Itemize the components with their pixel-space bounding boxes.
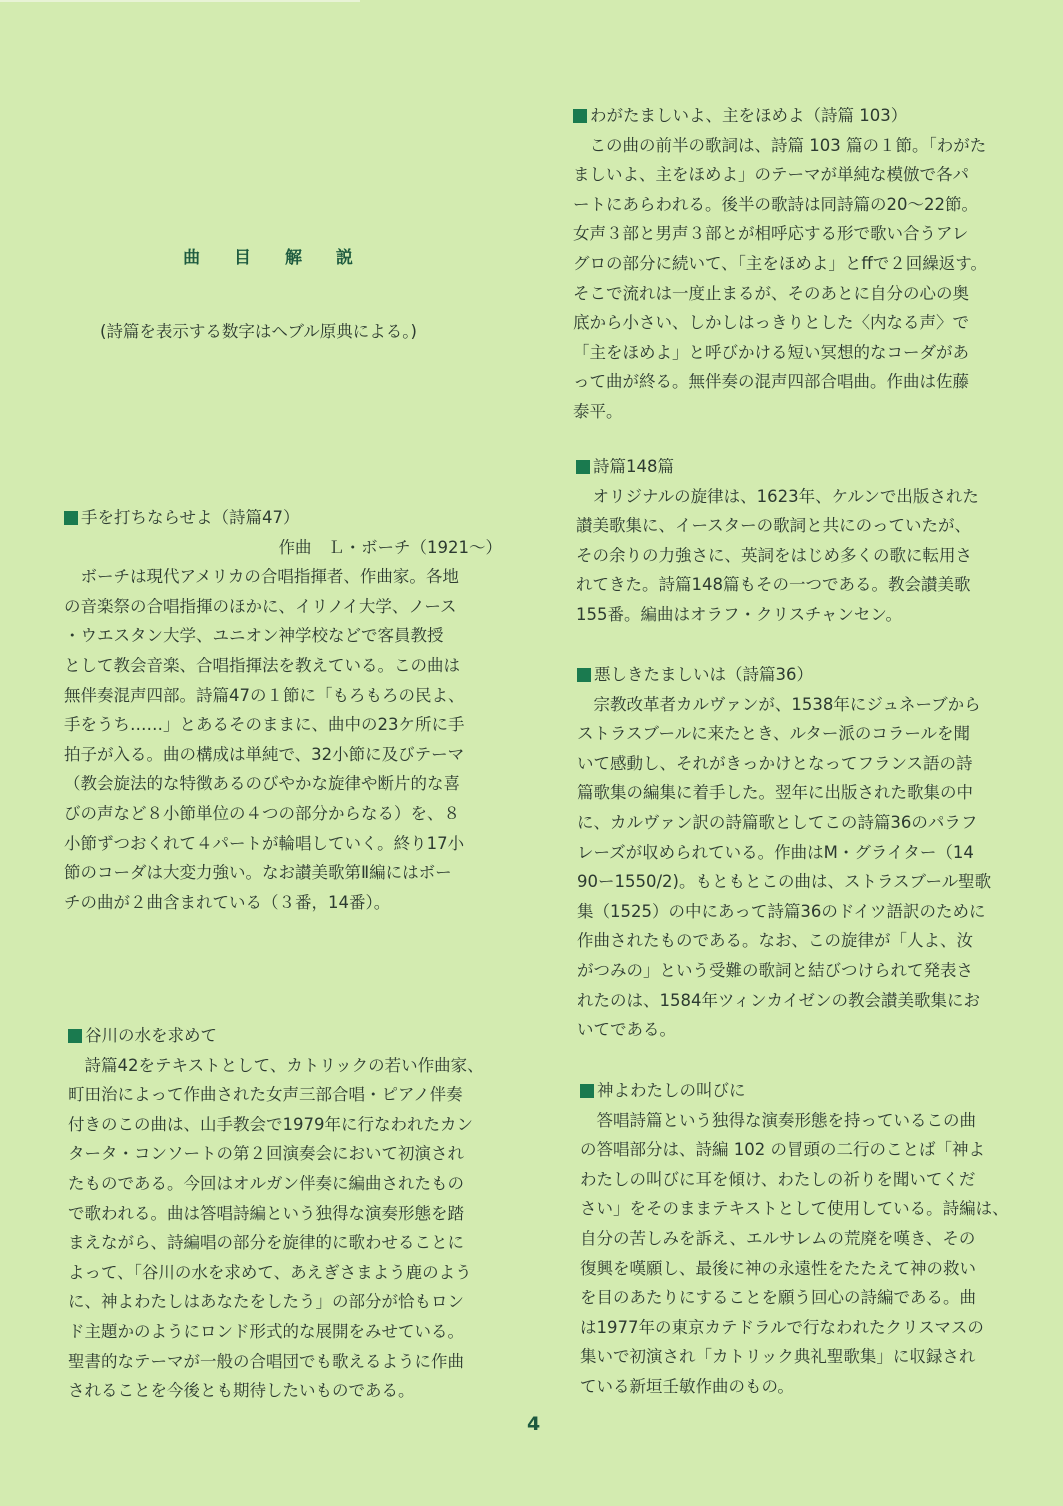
body-line: で歌われる。曲は答唱詩編という独得な演奏形態を踏 — [68, 1203, 464, 1223]
body-line: びの声など８小節単位の４つの部分からなる）を、８ — [64, 803, 460, 823]
body-line: 泰平。 — [573, 401, 623, 421]
body-line: の音楽祭の合唱指揮のほかに、イリノイ大学、ノース — [64, 596, 457, 616]
section-heading — [573, 101, 1023, 131]
body-line: 155番。編曲はオラフ・クリスチャンセン。 — [576, 604, 903, 624]
page-title: 曲 目 解 説 — [183, 248, 367, 268]
body-line: 無伴奏混声四部。詩篇47の１節に「もろもろの民よ、 — [64, 685, 465, 705]
body-line: グロの部分に続いて、「主をほめよ」とffで２回繰返す。 — [573, 253, 987, 273]
section-wagatamashii — [573, 101, 1023, 427]
body-line: に、神よわたしはあなたをしたう」の部分が恰もロン — [68, 1292, 464, 1312]
page-number: 4 — [527, 1413, 541, 1435]
section-heading — [580, 1076, 1030, 1106]
section-heading — [68, 1021, 508, 1051]
body-line: 集（1525）の中にあって詩篇36のドイツ語訳のために — [577, 901, 986, 921]
body-line: って曲が終る。無伴奏の混声四部合唱曲。作曲は佐藤 — [573, 372, 969, 392]
body-line: 底から小さい、しかしはっきりとした〈内なる声〉で — [573, 313, 969, 333]
body-line: を目のあたりにすることを願う回心の詩編である。曲 — [580, 1288, 976, 1308]
body-line: 作曲されたものである。なお、この旋律が「人よ、汝 — [577, 931, 973, 951]
square-bullet-icon — [576, 460, 590, 474]
body-line: ・ウエスタン大学、ユニオン神学校などで客員教授 — [64, 626, 444, 646]
section-heading — [576, 452, 1026, 482]
section-kami-yo-sakebi — [580, 1076, 1030, 1402]
square-bullet-icon — [577, 668, 591, 682]
body-line: この曲の前半の歌詞は、詩篇 103 篇の１節。「わがた — [573, 135, 987, 155]
body-line: 詩篇42をテキストとして、カトリックの若い作曲家、 — [68, 1055, 484, 1075]
body-line: その余りの力強さに、英詞をはじめ多くの歌に転用さ — [576, 545, 972, 565]
body-line: 復興を嘆願し、最後に神の永遠性をたたえて神の救い — [580, 1258, 976, 1278]
section-tewo-uchinarase — [64, 503, 504, 917]
body-line: 付きのこの曲は、山手教会で1979年に行なわれたカン — [68, 1114, 473, 1134]
square-bullet-icon — [573, 109, 587, 123]
body-line: は1977年の東京カテドラルで行なわれたクリスマスの — [580, 1317, 984, 1337]
body-line: 自分の苦しみを訴え、エルサレムの荒廃を嘆き、その — [580, 1228, 976, 1248]
section-heading-text: 詩篇148篇 — [593, 457, 674, 476]
section-ashiki-tamashii — [577, 660, 1027, 1045]
body-line: ートにあらわれる。後半の歌詩は同詩篇の20～22節。 — [573, 194, 978, 214]
body-line: そこで流れは一度止まるが、そのあとに自分の心の奥 — [573, 283, 969, 303]
body-line: 「主をほめよ」と呼びかける短い冥想的なコーダがあ — [573, 342, 969, 362]
body-line: 町田治によって作曲された女声三部合唱・ピアノ伴奏 — [68, 1085, 463, 1105]
body-line: よって、「谷川の水を求めて、あえぎさまよう鹿のよう — [68, 1262, 472, 1282]
body-line: ストラスブールに来たとき、ルター派のコラールを聞 — [577, 724, 971, 744]
square-bullet-icon — [64, 511, 78, 525]
square-bullet-icon — [68, 1029, 82, 1043]
body-line: オリジナルの旋律は、1623年、ケルンで出版された — [576, 486, 979, 506]
section-heading-text: 悪しきたましいは（詩篇36） — [594, 665, 813, 684]
page-note: (詩篇を表示する数字はヘブル原典による。) — [100, 322, 417, 341]
body-line: ましいよ、主をほめよ」のテーマが単純な模倣で各パ — [573, 165, 969, 185]
body-line: まえながら、詩編唱の部分を旋律的に歌わせることに — [68, 1233, 464, 1253]
body-line: されることを今後とも期待したいものである。 — [68, 1381, 415, 1401]
body-line: 篇歌集の編集に着手した。翌年に出版された歌集の中 — [577, 783, 973, 803]
body-line: いてである。 — [577, 1020, 676, 1040]
body-line: 小節ずつおくれて４パートが輪唱していく。終り17小 — [64, 833, 465, 853]
section-heading-text: わがたましいよ、主をほめよ（詩篇 103） — [590, 106, 908, 125]
body-line: わたしの叫びに耳を傾け、わたしの祈りを聞いてくだ — [580, 1169, 976, 1189]
body-line: の答唱部分は、詩編 102 の冒頭の二行のことば「神よ — [580, 1140, 985, 1160]
body-line: タータ・コンソートの第２回演奏会において初演され — [68, 1144, 464, 1164]
body-line: （教会旋法的な特徴あるのびやかな旋律や断片的な喜 — [64, 774, 460, 794]
body-line: ボーチは現代アメリカの合唱指揮者、作曲家。各地 — [64, 567, 459, 587]
body-line: たものである。今回はオルガン伴奏に編曲されたもの — [68, 1173, 464, 1193]
body-line: 拍子が入る。曲の構成は単純で、32小節に及びテーマ — [64, 744, 465, 764]
body-line: 90ー1550/2)。もともとこの曲は、ストラスブール聖歌 — [577, 872, 992, 892]
body-line: 宗教改革者カルヴァンが、1538年にジュネーブから — [577, 694, 981, 714]
body-line: 答唱詩篇という独得な演奏形態を持っているこの曲 — [580, 1110, 976, 1130]
composer-credit: 作曲 Ｌ・ボーチ（1921～） — [278, 537, 502, 557]
body-line: れたのは、1584年ツィンカイゼンの教会讃美歌集にお — [577, 990, 981, 1010]
section-heading-text: 谷川の水を求めて — [85, 1026, 217, 1045]
scan-edge-mark — [0, 0, 360, 2]
section-heading-text: 神よわたしの叫びに — [597, 1081, 746, 1100]
section-heading — [577, 660, 1027, 690]
body-line: さい」をそのままテキストとして使用している。詩編は、 — [580, 1199, 1009, 1219]
body-line: ド主題かのようにロンド形式的な展開をみせている。 — [68, 1321, 464, 1341]
body-line: いて感動し、それがきっかけとなってフランス語の詩 — [577, 753, 973, 773]
body-line: がつみの」という受難の歌詞と結びつけられて発表さ — [577, 960, 973, 980]
body-line: チの曲が２曲含まれている（３番，14番）。 — [64, 892, 391, 912]
section-heading — [64, 503, 504, 533]
body-line: れてきた。詩篇148篇もその一つである。教会讃美歌 — [576, 575, 971, 595]
body-line: 節のコーダは大変力強い。なお讃美歌第Ⅱ編にはボー — [64, 863, 452, 883]
square-bullet-icon — [580, 1084, 594, 1098]
body-line: 讃美歌集に、イースターの歌詞と共にのっていたが、 — [576, 516, 972, 536]
body-line: レーズが収められている。作曲はM・グライター（14 — [577, 842, 974, 862]
body-line: に、カルヴァン訳の詩篇歌としてこの詩篇36のパラフ — [577, 812, 978, 832]
body-line: 女声３部と男声３部とが相呼応する形で歌い合うアレ — [573, 224, 969, 244]
body-line: 手をうち……」とあるそのままに、曲中の23ケ所に手 — [64, 715, 465, 735]
body-line: 聖書的なテーマが一般の合唱団でも歌えるように作曲 — [68, 1351, 464, 1371]
body-line: 集いで初演され「カトリック典礼聖歌集」に収録され — [580, 1347, 976, 1367]
section-tanigawa — [68, 1021, 508, 1406]
section-shihen-148 — [576, 452, 1026, 630]
body-line: ている新垣壬敏作曲のもの。 — [580, 1376, 794, 1396]
section-heading-text: 手を打ちならせよ（詩篇47） — [81, 508, 300, 527]
body-line: として教会音楽、合唱指揮法を教えている。この曲は — [64, 655, 460, 675]
